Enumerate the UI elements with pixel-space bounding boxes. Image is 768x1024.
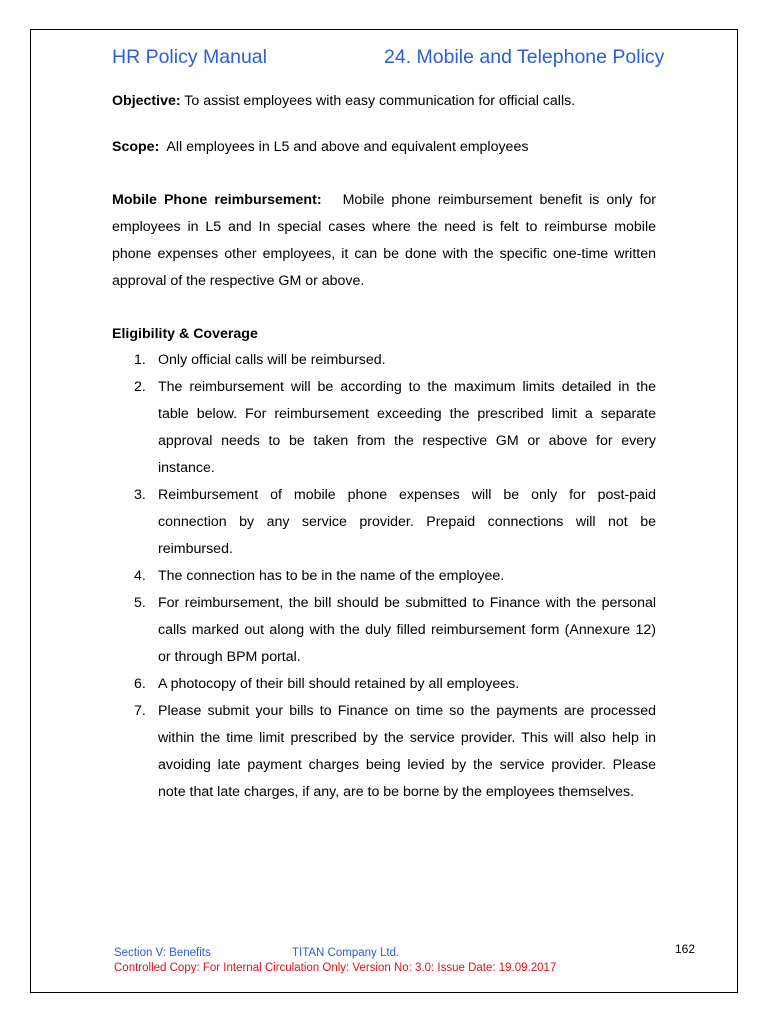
item-text: For reimbursement, the bill should be submitted to Finance with the personal calls marked out along with the duly filled reimbursement form (Annexure 12) or through BPM portal.	[158, 595, 656, 665]
scope-paragraph	[112, 134, 656, 161]
reimbursement-text: Mobile phone reimbursement benefit is only for employees in L5 and In special cases where the need is felt to reimburse mobile phone expenses other employees, it can be done with the specific one-time written approval of the respective GM or above.	[112, 192, 660, 289]
item-text: Only official calls will be reimbursed.	[158, 352, 386, 368]
item-number: 5.	[134, 595, 146, 611]
list-item	[112, 698, 656, 806]
item-number: 7.	[134, 703, 146, 719]
list-item	[112, 671, 656, 698]
item-text: Reimbursement of mobile phone expenses will be only for post-paid connection by any service provider. Prepaid connections will not be reimbursed.	[158, 487, 656, 557]
scope-text: All employees in L5 and above and equivalent employees	[159, 139, 529, 155]
list-item	[112, 563, 656, 590]
eligibility-heading: Eligibility & Coverage	[112, 326, 258, 342]
item-number: 1.	[134, 352, 146, 368]
eligibility-list	[112, 347, 656, 806]
item-text: The reimbursement will be according to the maximum limits detailed in the table below. For reimbursement exceeding the prescribed limit a separate approval needs to be taken from the respective GM or above for every instance.	[158, 379, 656, 476]
scope-label: Scope:	[112, 139, 160, 155]
list-item	[112, 482, 656, 563]
item-number: 2.	[134, 379, 146, 395]
list-item	[112, 590, 656, 671]
footer-section-label: Section V: Benefits	[114, 947, 211, 959]
item-number: 6.	[134, 676, 146, 692]
item-text: Please submit your bills to Finance on time so the payments are processed within the time limit prescribed by the service provider. This will also help in avoiding late payment charges being levied by the service provider. Please note that late charges, if any, are to be borne by the employees themselves.	[158, 703, 656, 800]
reimbursement-paragraph	[112, 187, 660, 295]
item-text: The connection has to be in the name of the employee.	[158, 568, 505, 584]
footer-company-name: TITAN Company Ltd.	[292, 947, 400, 959]
item-text: A photocopy of their bill should retained by all employees.	[158, 676, 520, 692]
page-number: 162	[675, 942, 696, 956]
item-number: 3.	[134, 487, 146, 503]
objective-paragraph	[112, 88, 656, 115]
manual-title: HR Policy Manual	[112, 46, 267, 68]
item-number: 4.	[134, 568, 146, 584]
reimbursement-label: Mobile Phone reimbursement:	[112, 192, 322, 208]
list-item	[112, 374, 656, 482]
policy-title: 24. Mobile and Telephone Policy	[384, 46, 665, 68]
objective-label: Objective:	[112, 93, 181, 109]
list-item	[112, 347, 656, 374]
footer-controlled-copy-note: Controlled Copy: For Internal Circulation Only: Version No: 3.0: Issue Date: 19.09.2017	[114, 962, 557, 974]
objective-text: To assist employees with easy communication for official calls.	[180, 93, 576, 109]
